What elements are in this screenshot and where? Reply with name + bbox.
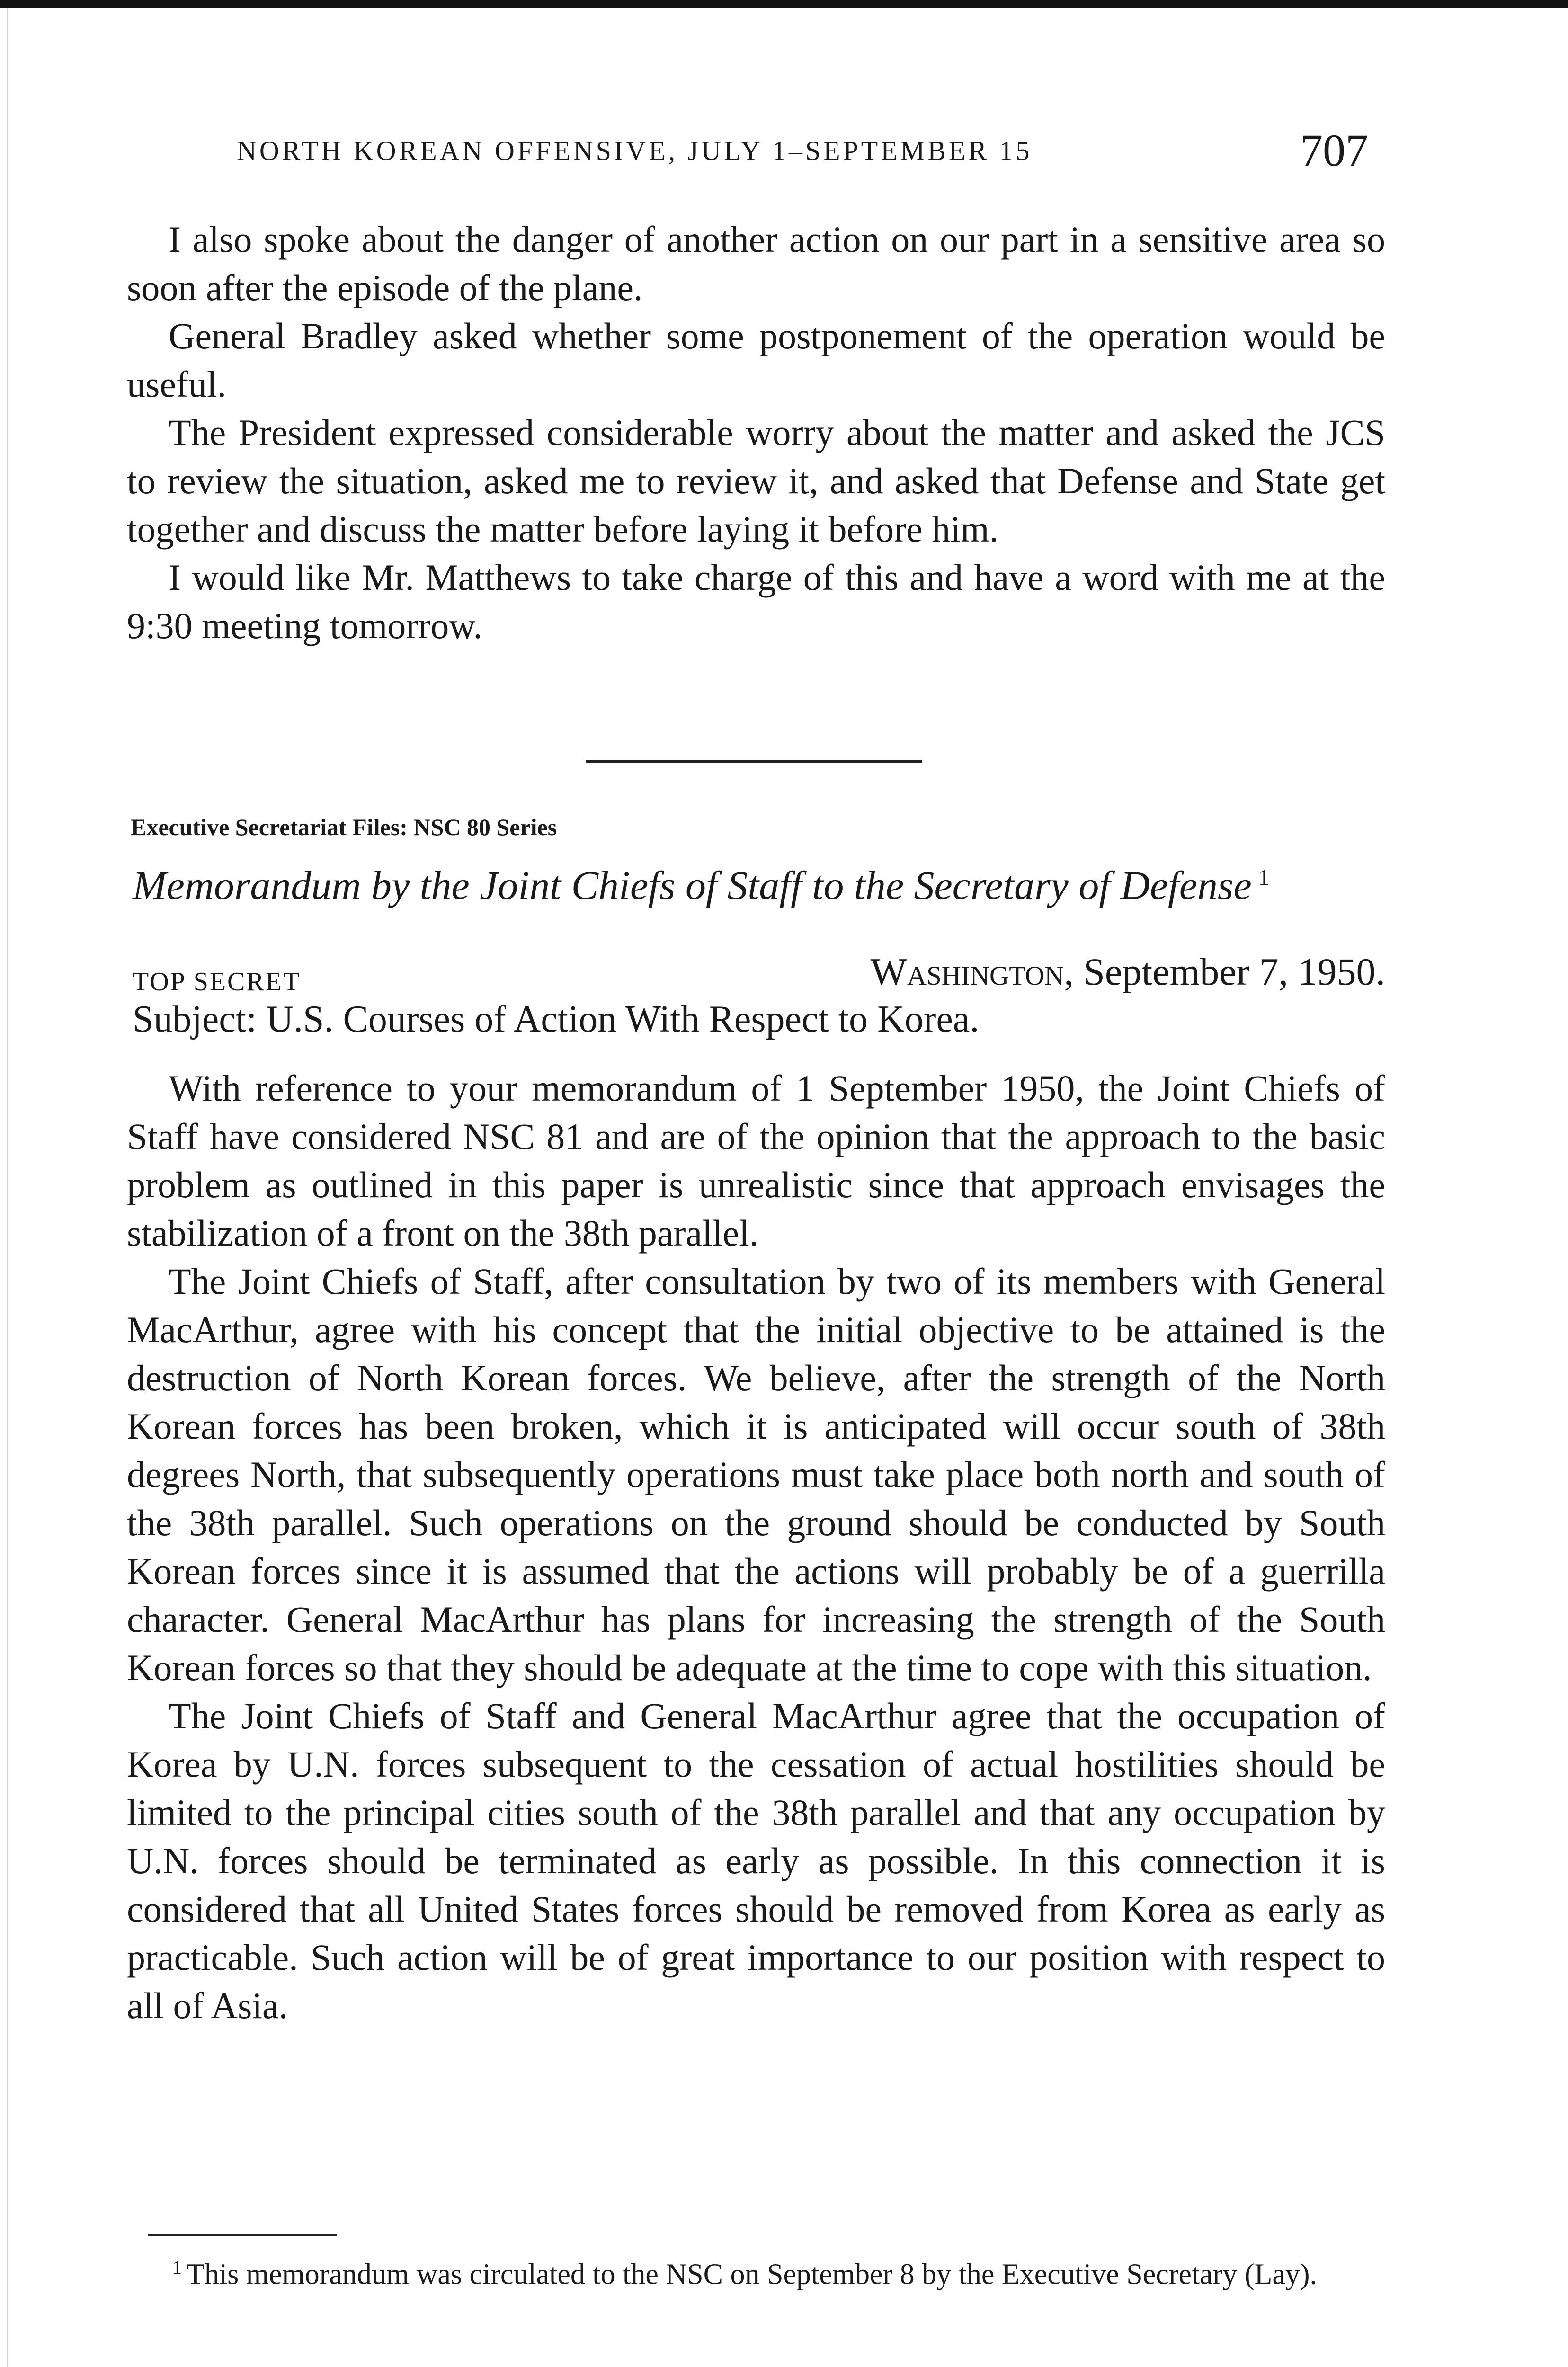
paragraph: The Joint Chiefs of Staff and General MacArthur agree that the occupation of Korea by U.N. forces subsequent to the cessation of actual hostilities should be limited to the principal cities south of the 38th parallel and that any occupation by U.N. forces should be terminated as early as possible. In this connection it is considered that all United States forces should be removed from Korea as early as practicable. Such action will be of great importance to our position with respect to all of Asia. — [127, 1695, 1385, 2026]
paragraph: General Bradley asked whether some postponement of the operation would be useful. — [127, 315, 1385, 405]
paragraph: I also spoke about the danger of another action on our part in a sensitive area so soon after the episode of the plane. — [127, 219, 1385, 308]
footnote-text: This memorandum was circulated to the NSC on September 8 by the Executive Secretary (Lay). — [187, 2258, 1317, 2291]
subject-label: Subject: — [133, 998, 257, 1040]
footnote-reference: 1 — [1258, 865, 1270, 890]
top-border — [0, 0, 1568, 8]
paragraph: The Joint Chiefs of Staff, after consultation by two of its members with General MacArthur, agree with his concept that the initial objective to be attained is the destruction of North Korean forces. We believe, after the strength of the North Korean forces has been broken, which it is anticipated will occur south of 38th degrees North, that subsequently operations must take place both north and south of the 38th parallel. Such operations on the ground should be conducted by South Korean forces since it is assumed that the actions will probably be of a guerrilla character. General MacArthur has plans for increasing the strength of the South Korean forces so that they should be adequate at the time to cope with this situation. — [127, 1261, 1385, 1688]
paragraph: The President expressed considerable worry about the matter and asked the JCS to review the situation, asked me to review it, and asked that Defense and State get together and discuss the matter before laying it before him. — [127, 412, 1385, 550]
classification-marking: TOP SECRET — [133, 967, 301, 997]
page-number: 707 — [1300, 125, 1368, 176]
section-divider — [586, 760, 922, 763]
footnote-divider — [148, 2234, 337, 2236]
running-head: NORTH KOREAN OFFENSIVE, JULY 1–SEPTEMBER 15 — [237, 135, 1033, 166]
continued-text — [127, 215, 1385, 650]
footnote — [148, 2249, 1388, 2294]
footnote-number: 1 — [172, 2257, 182, 2278]
dateline-place: Washington — [870, 950, 1064, 993]
subject-line — [133, 998, 979, 1041]
paragraph: I would like Mr. Matthews to take charge of this and have a word with me at the 9:30 meeting tomorrow. — [127, 557, 1385, 646]
document-title-text: Memorandum by the Joint Chiefs of Staff to the Secretary of Defense — [133, 863, 1252, 908]
memorandum-body — [127, 1064, 1385, 2030]
page-edge — [7, 8, 8, 2367]
document-title — [133, 862, 1270, 909]
source-citation: Executive Secretariat Files: NSC 80 Series — [131, 814, 557, 840]
dateline — [870, 950, 1385, 994]
subject-text: U.S. Courses of Action With Respect to Korea. — [266, 998, 980, 1040]
paragraph: With reference to your memorandum of 1 September 1950, the Joint Chiefs of Staff have considered NSC 81 and are of the opinion that the approach to the basic problem as outlined in this paper is unrealistic since that approach envisages the stabilization of a front on the 38th parallel. — [127, 1068, 1385, 1254]
dateline-date: , September 7, 1950. — [1064, 950, 1385, 993]
